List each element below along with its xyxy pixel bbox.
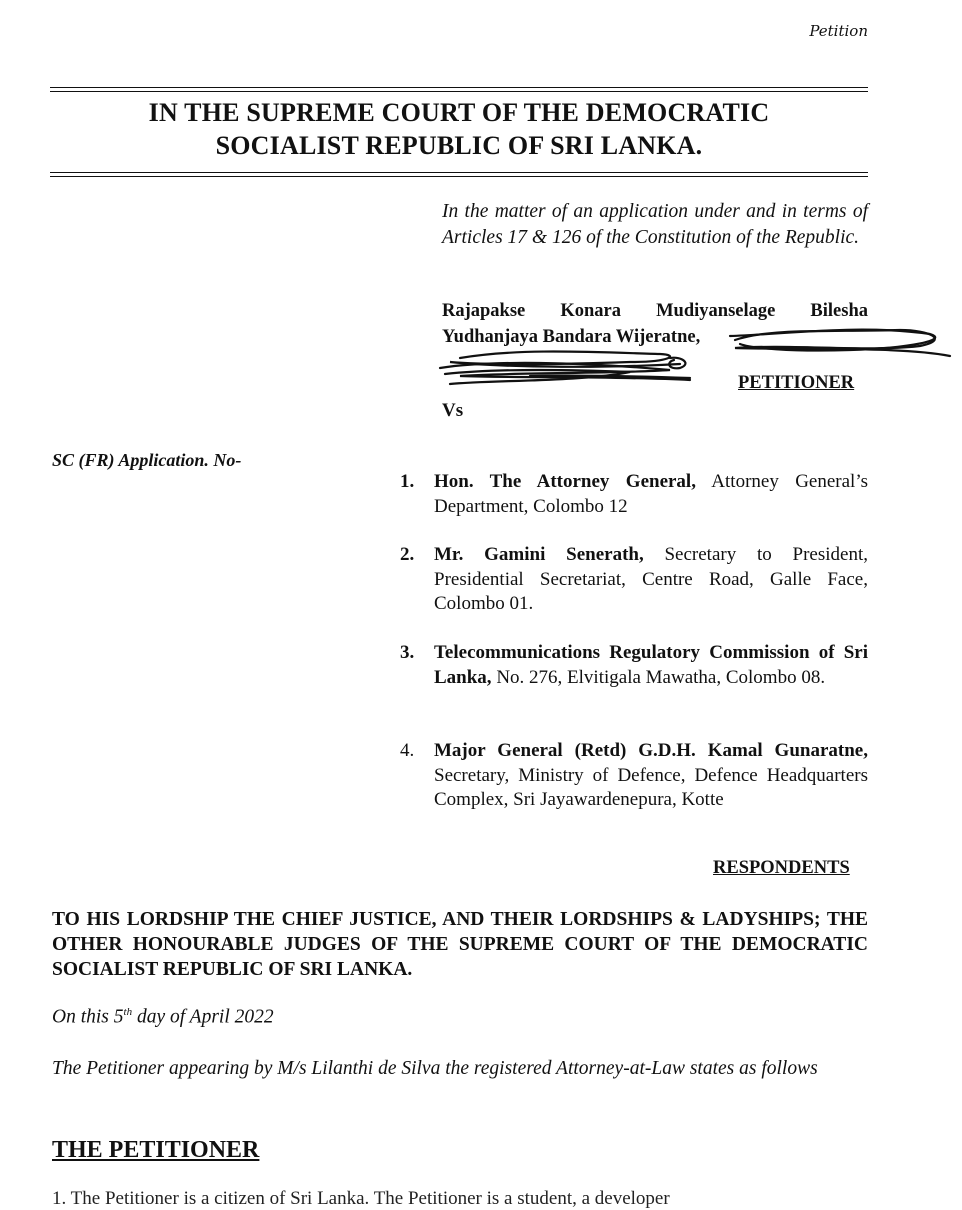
cutoff-paragraph: 1. The Petitioner is a citizen of Sri Lanka. The Petitioner is a student, a developer	[52, 1188, 670, 1209]
respondent-address: Attorney General’s Department, Colombo 12	[434, 471, 868, 517]
respondent-name: Telecommunications Regulatory Commission of Sri Lanka,	[434, 642, 868, 688]
court-title	[50, 96, 868, 162]
top-rule-2	[50, 91, 868, 92]
respondent-number: 2.	[400, 544, 415, 565]
bottom-rule-1	[50, 172, 868, 173]
section-heading: THE PETITIONER	[52, 1137, 260, 1163]
petitioner-name-line1: Rajapakse Konara Mudiyanselage Bilesha	[442, 301, 868, 321]
running-head: Petition	[809, 22, 868, 40]
court-title-line2: SOCIALIST REPUBLIC OF SRI LANKA.	[215, 131, 703, 160]
petitioner-name-line2: Yudhanjaya Bandara Wijeratne,	[442, 327, 701, 347]
redaction-scribble	[430, 318, 960, 388]
respondent-number: 4.	[400, 740, 415, 761]
respondent-number: 1.	[400, 471, 415, 492]
versus: Vs	[442, 400, 464, 421]
date-prefix: On this 5	[52, 1006, 124, 1028]
respondent-address: No. 276, Elvitigala Mawatha, Colombo 08.	[491, 666, 826, 688]
petitioner-statement: The Petitioner appearing by M/s Lilanthi de Silva the registered Attorney-at-Law states as follows	[52, 1058, 818, 1079]
application-number: SC (FR) Application. No-	[52, 450, 242, 470]
respondent-address: Secretary to President, Presidential Secretariat, Centre Road, Galle Face, Colombo 01.	[434, 544, 868, 614]
date-suffix: th	[123, 1006, 133, 1018]
top-rule-1	[50, 87, 868, 88]
respondent-address: Secretary, Ministry of Defence, Defence Headquarters Complex, Sri Jayawardenepura, Kotte	[434, 764, 868, 810]
respondent-name: Mr. Gamini Senerath,	[434, 544, 644, 565]
court-address: TO HIS LORDSHIP THE CHIEF JUSTICE, AND THEIR LORDSHIPS & LADYSHIPS; THE OTHER HONOURABLE JUDGES OF THE SUPREME COURT OF THE DEMOCRATIC SOCIALIST REPUBLIC OF SRI LANKA.	[52, 909, 868, 980]
respondents-label: RESPONDENTS	[713, 858, 850, 878]
matter-text: In the matter of an application under and in terms of Articles 17 & 126 of the Constitution of the Republic.	[442, 201, 868, 248]
petitioner-label: PETITIONER	[738, 373, 855, 393]
court-title-line1: IN THE SUPREME COURT OF THE DEMOCRATIC	[148, 98, 770, 127]
bottom-rule-2	[50, 176, 868, 177]
respondent-name: Major General (Retd) G.D.H. Kamal Gunaratne,	[434, 740, 868, 761]
respondent-number: 3.	[400, 642, 415, 663]
date-rest: day of April 2022	[132, 1006, 274, 1028]
filing-date	[52, 1006, 274, 1029]
respondent-name: Hon. The Attorney General,	[434, 471, 696, 492]
